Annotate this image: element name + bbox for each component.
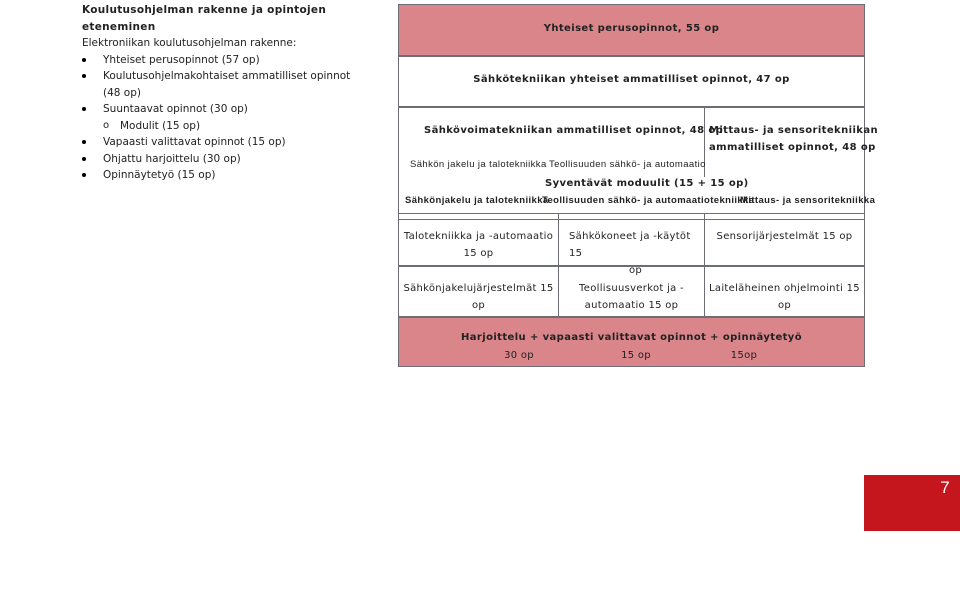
page-number: 7 xyxy=(940,478,950,497)
practice-electives-thesis-box xyxy=(398,317,865,367)
list-item: Suuntaavat opinnot (30 op) xyxy=(82,101,382,118)
list-item: Ohjattu harjoittelu (30 op) xyxy=(82,151,382,168)
specialization-title: Syventävät moduulit (15 + 15 op) xyxy=(545,178,749,189)
module-row-1 xyxy=(398,213,865,276)
module-cell xyxy=(559,280,704,314)
specialization-track: Sähkönjakelu ja talotekniikka xyxy=(405,195,549,206)
module-cell xyxy=(705,280,864,314)
summary-list xyxy=(82,52,382,184)
summary-subheading: Elektroniikan koulutusohjelman rakenne: xyxy=(82,37,297,49)
summary-heading-line1: Koulutusohjelman rakenne ja opintojen xyxy=(82,4,327,16)
list-item: Koulutusohjelmakohtaiset ammatilliset opinnot xyxy=(82,68,382,85)
power-engineering-title: Sähkövoimatekniikan ammatilliset opinnot, 48 op xyxy=(424,125,724,136)
module-cell xyxy=(705,228,864,245)
list-item: Opinnäytetyö (15 op) xyxy=(82,167,382,184)
list-subitem: o Modulit (15 op) xyxy=(82,118,382,135)
module-name: Sähkökoneet ja -käytöt 15 xyxy=(569,231,691,259)
common-basic-studies-label: Yhteiset perusopinnot, 55 op xyxy=(543,23,720,34)
module-credits: automaatio 15 op xyxy=(584,300,679,311)
module-name: Teollisuusverkot ja - xyxy=(579,283,684,294)
list-item: Yhteiset perusopinnot (57 op) xyxy=(82,52,382,69)
module-cell xyxy=(399,228,558,262)
module-name: Laiteläheinen ohjelmointi 15 op xyxy=(709,283,860,311)
measurement-title-line2: ammatilliset opinnot, 48 op xyxy=(709,142,876,153)
module-row-2 xyxy=(398,266,865,317)
credit-value: 30 op xyxy=(504,350,534,361)
practice-electives-thesis-title: Harjoittelu + vapaasti valittavat opinnot + opinnäytetyö xyxy=(461,332,802,343)
module-name: Talotekniikka ja -automaatio xyxy=(403,231,554,242)
list-item: Vapaasti valittavat opinnot (15 op) xyxy=(82,134,382,151)
common-professional-box xyxy=(398,56,865,107)
module-name: Sensorijärjestelmät 15 op xyxy=(716,231,853,242)
specialization-track: Mittaus- ja sensoritekniikka xyxy=(740,195,876,206)
credit-value: 15op xyxy=(730,350,758,361)
professional-studies-box xyxy=(398,107,878,220)
module-cell xyxy=(399,280,558,314)
list-item-continuation: (48 op) xyxy=(103,86,141,99)
common-basic-studies-box xyxy=(398,4,865,56)
power-sub-left: Sähkön jakelu ja talotekniikka xyxy=(410,159,547,170)
power-sub-right: Teollisuuden sähkö- ja automaatio xyxy=(549,159,706,170)
module-credits: 15 op xyxy=(463,248,494,259)
module-credits: op xyxy=(629,265,643,276)
credit-value: 15 op xyxy=(621,350,651,361)
specialization-track: Teollisuuden sähkö- ja automaatiotekniikka xyxy=(542,195,755,206)
common-professional-label: Sähkötekniikan yhteiset ammatilliset opinnot, 47 op xyxy=(473,74,790,85)
measurement-title-line1: Mittaus- ja sensoritekniikan xyxy=(709,125,878,136)
module-name: Sähkönjakelujärjestelmät 15 op xyxy=(403,283,554,311)
structure-summary xyxy=(82,2,382,184)
summary-heading-line2: eteneminen xyxy=(82,20,156,33)
